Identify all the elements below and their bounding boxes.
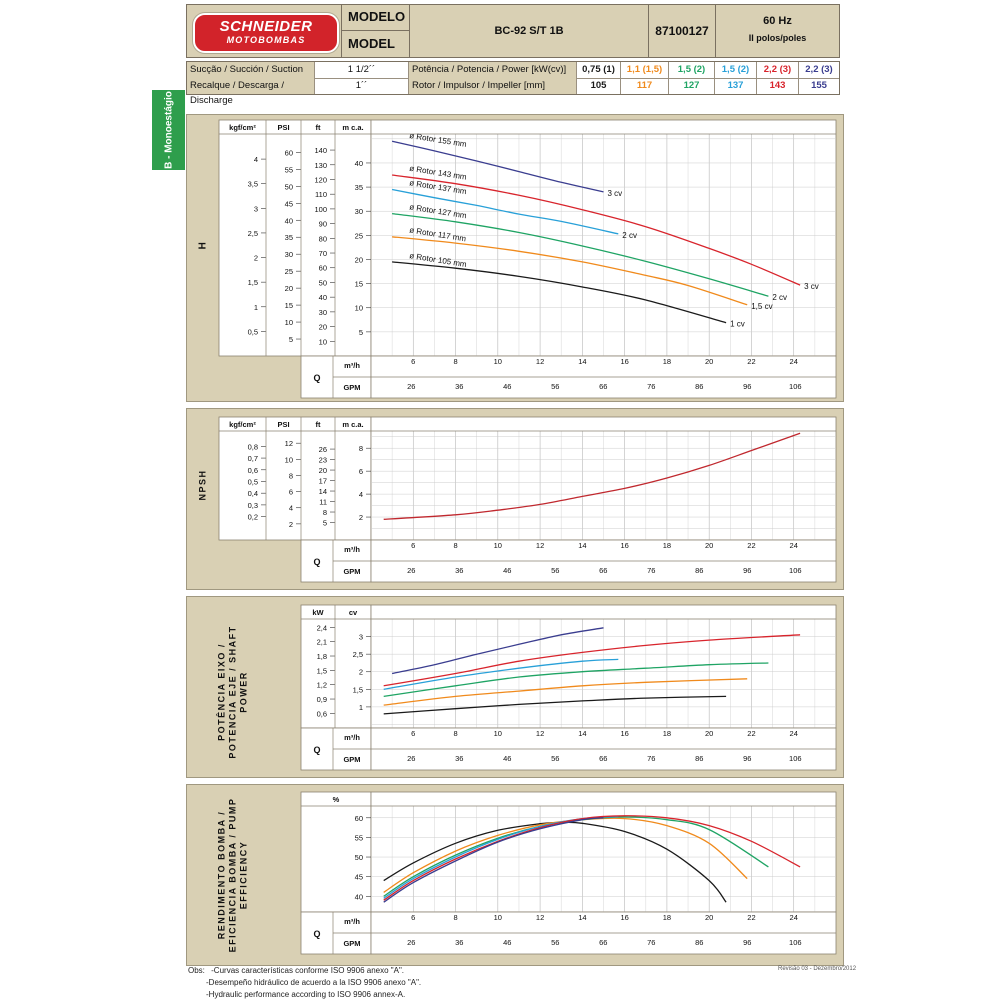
power-tick-label: 2,1 — [316, 637, 327, 647]
npsh-tick-label: 17 — [318, 476, 327, 486]
power-gpm-tick: 96 — [743, 754, 752, 763]
h-tick-label: 25 — [284, 267, 293, 277]
npsh-gpm-tick: 36 — [455, 566, 464, 575]
impeller-label: Rotor / Impulsor / Impeller [mm] — [409, 78, 577, 94]
npsh-tick-label: 0,4 — [247, 489, 258, 499]
obs-label: Obs: — [188, 966, 205, 975]
eff-gpm-tick: 106 — [789, 938, 802, 947]
h-tick-label: 130 — [314, 160, 327, 170]
h-scale-area — [219, 120, 371, 356]
npsh-tick-label: 0,2 — [247, 512, 258, 522]
note-1: -Curvas características conforme ISO 9906 anexo "A". — [211, 966, 405, 975]
power-143: 2,2 (3) — [757, 62, 799, 78]
power-tick-label: 2 — [358, 667, 363, 677]
npsh-tick-label: 8 — [358, 444, 363, 454]
npsh-tick-label: 6 — [358, 467, 363, 477]
brand-main: SCHNEIDER — [219, 18, 313, 35]
eff-gpm-label: GPM — [343, 939, 361, 948]
npsh-m3h-tick: 10 — [493, 541, 502, 550]
impeller-127: 127 — [669, 78, 715, 94]
npsh-col-header: ft — [315, 420, 321, 429]
power-tick-label: 1,2 — [316, 680, 327, 690]
npsh-tick-label: 8 — [288, 471, 293, 481]
npsh-tick-label: 5 — [322, 518, 327, 528]
h-tick-label: 35 — [354, 183, 363, 193]
npsh-m3h-tick: 20 — [705, 541, 714, 550]
h-tick-label: 40 — [284, 216, 293, 226]
h-series-name: ø Rotor 117 mm — [408, 225, 467, 244]
eff-gpm-tick: 56 — [551, 938, 560, 947]
npsh-tick-label: 10 — [284, 455, 293, 465]
npsh-gpm-tick: 96 — [743, 566, 752, 575]
h-tick-label: 1 — [253, 302, 258, 312]
h-m3h-tick: 6 — [411, 357, 416, 366]
power-117: 1,1 (1,5) — [621, 62, 669, 78]
eff-m3h-label: m³/h — [344, 917, 360, 926]
npsh-tick-label: 0,5 — [247, 477, 258, 487]
npsh-m3h-tick: 12 — [535, 541, 545, 550]
h-tick-label: 60 — [318, 263, 327, 273]
npsh-tick-label: 4 — [288, 503, 293, 513]
npsh-col-header: m c.a. — [342, 420, 364, 429]
power-m3h-tick: 18 — [662, 729, 672, 738]
eff-q-letter: Q — [313, 929, 321, 939]
npsh-scale-area — [219, 417, 371, 540]
h-tick-label: 10 — [354, 303, 363, 313]
h-tick-label: 50 — [318, 278, 327, 288]
eff-gpm-tick: 36 — [455, 938, 464, 947]
h-series-name: ø Rotor 105 mm — [408, 251, 468, 270]
h-m3h-tick: 12 — [535, 357, 545, 366]
npsh-m3h-label: m³/h — [344, 545, 360, 554]
impeller-105: 105 — [577, 78, 621, 94]
power-axis-title: POTÊNCIA EIXO / POTENCIA EJE / SHAFT POWER — [216, 625, 249, 759]
npsh-tick-label: 0,7 — [247, 454, 258, 464]
frequency: 60 Hz — [763, 15, 792, 27]
h-series-end-label: 2 cv — [772, 293, 788, 303]
power-m3h-label: m³/h — [344, 733, 360, 742]
eff-m3h-tick: 16 — [620, 913, 629, 922]
suction-value: 1 1/2´´ — [315, 62, 409, 78]
eff-gpm-tick: 86 — [695, 938, 704, 947]
power-label: Potência / Potencia / Power [kW(cv)] — [409, 62, 577, 78]
h-tick-label: 15 — [284, 301, 293, 311]
power-gpm-tick: 106 — [789, 754, 802, 763]
power-127: 1,5 (2) — [669, 62, 715, 78]
power-m3h-tick: 24 — [789, 729, 798, 738]
npsh-m3h-tick: 6 — [411, 541, 416, 550]
h-tick-label: 1,5 — [247, 278, 258, 288]
eff-m3h-tick: 18 — [662, 913, 672, 922]
power-tick-label: 1 — [358, 702, 363, 712]
npsh-m3h-tick: 22 — [747, 541, 756, 550]
npsh-tick-label: 14 — [318, 487, 327, 497]
power-gpm-tick: 86 — [695, 754, 704, 763]
h-gpm-tick: 96 — [743, 382, 752, 391]
brand-sub: MOTOBOMBAS — [226, 35, 306, 45]
eff-m3h-tick: 14 — [578, 913, 587, 922]
h-gpm-tick: 56 — [551, 382, 560, 391]
power-col-header: kW — [312, 608, 324, 617]
power-tick-label: 0,6 — [316, 709, 327, 719]
h-m3h-tick: 16 — [620, 357, 629, 366]
model-label: MODEL — [342, 31, 410, 57]
h-series-end-label: 1 cv — [730, 319, 745, 329]
power-gpm-label: GPM — [343, 755, 361, 764]
h-m3h-tick: 20 — [705, 357, 714, 366]
npsh-tick-label: 11 — [319, 497, 327, 507]
h-tick-label: 2 — [253, 253, 258, 263]
h-tick-label: 5 — [288, 335, 293, 345]
discharge-value: 1´´ — [315, 78, 409, 94]
h-axis-title: H — [197, 240, 209, 250]
npsh-m3h-tick: 24 — [789, 541, 798, 550]
h-tick-label: 20 — [284, 284, 293, 294]
eff-tick-label: 50 — [354, 853, 363, 863]
npsh-tick-label: 12 — [284, 439, 293, 449]
h-series-name: ø Rotor 137 mm — [408, 178, 468, 197]
h-tick-label: 100 — [314, 204, 327, 214]
npsh-gpm-label: GPM — [343, 567, 361, 576]
eff-m3h-tick: 12 — [535, 913, 545, 922]
h-tick-label: 35 — [284, 233, 293, 243]
impeller-117: 117 — [621, 78, 669, 94]
power-col-header: cv — [348, 608, 358, 617]
note-2: -Desempeño hidráulico de acuerdo a la ISO 9906 anexo "A". — [206, 978, 422, 987]
h-tick-label: 30 — [284, 250, 293, 260]
npsh-col-header: PSI — [277, 420, 290, 429]
npsh-gpm-tick: 46 — [503, 566, 512, 575]
power-gpm-tick: 56 — [551, 754, 560, 763]
h-m3h-label: m³/h — [344, 361, 360, 370]
h-tick-label: 80 — [318, 234, 327, 244]
power-gpm-tick: 76 — [647, 754, 656, 763]
h-tick-label: 55 — [284, 165, 293, 175]
eff-gpm-tick: 46 — [503, 938, 512, 947]
h-gpm-tick: 46 — [503, 382, 512, 391]
power-tick-label: 2,5 — [352, 650, 363, 660]
eff-m3h-tick: 20 — [705, 913, 714, 922]
h-gpm-tick: 26 — [407, 382, 416, 391]
npsh-col-header: kgf/cm² — [229, 420, 256, 429]
eff-gpm-tick: 26 — [407, 938, 416, 947]
npsh-tick-label: 23 — [318, 455, 327, 465]
power-tick-label: 3 — [358, 632, 363, 642]
h-series-end-label: 2 cv — [622, 230, 637, 240]
h-tick-label: 60 — [284, 148, 293, 158]
h-tick-label: 50 — [284, 182, 293, 192]
eff-gpm-tick: 76 — [647, 938, 656, 947]
eff-m3h-tick: 6 — [411, 913, 416, 922]
eff-m3h-tick: 22 — [747, 913, 756, 922]
h-tick-label: 140 — [314, 146, 327, 156]
h-tick-label: 70 — [318, 249, 327, 259]
h-m3h-tick: 24 — [789, 357, 798, 366]
npsh-tick-label: 0,3 — [247, 500, 258, 510]
model-value: BC-92 S/T 1B — [410, 5, 649, 57]
suction-label: Sucção / Succión / Suction — [187, 62, 315, 78]
power-gpm-tick: 46 — [503, 754, 512, 763]
modelo-label: MODELO — [342, 5, 410, 31]
footer-obs — [188, 966, 404, 975]
power-tick-label: 1,5 — [352, 685, 363, 695]
h-col-header: PSI — [277, 123, 290, 132]
h-tick-label: 30 — [354, 207, 363, 217]
h-m3h-tick: 10 — [493, 357, 502, 366]
h-tick-label: 30 — [318, 307, 327, 317]
eff-m3h-tick: 8 — [453, 913, 458, 922]
h-tick-label: 45 — [284, 199, 293, 209]
h-tick-label: 5 — [358, 327, 363, 337]
eff-col-header: % — [332, 795, 340, 804]
npsh-gpm-tick: 106 — [789, 566, 802, 575]
h-m3h-tick: 18 — [662, 357, 672, 366]
impeller-137: 137 — [715, 78, 757, 94]
h-tick-label: 10 — [318, 337, 327, 347]
npsh-axis-title: NPSH — [197, 469, 208, 501]
h-tick-label: 10 — [284, 318, 293, 328]
eff-tick-label: 55 — [354, 833, 363, 843]
power-m3h-tick: 16 — [620, 729, 629, 738]
power-tick-label: 2,4 — [316, 623, 327, 633]
impeller-143: 143 — [757, 78, 799, 94]
h-tick-label: 2,5 — [247, 228, 258, 238]
power-gpm-tick: 26 — [407, 754, 416, 763]
h-series-end-label: 3 cv — [607, 188, 623, 198]
section-tab-label: B - Monoestágio — [163, 91, 174, 169]
power-tick-label: 1,5 — [316, 666, 327, 676]
h-tick-label: 15 — [354, 279, 363, 289]
poles: II polos/poles — [748, 33, 807, 43]
npsh-tick-label: 0,8 — [247, 442, 258, 452]
h-series-end-label: 1,5 cv — [751, 301, 773, 311]
npsh-gpm-tick: 56 — [551, 566, 560, 575]
power-155: 2,2 (3) — [805, 64, 833, 75]
h-tick-label: 3,5 — [247, 179, 258, 189]
h-col-header: kgf/cm² — [229, 123, 256, 132]
h-m3h-tick: 8 — [453, 357, 458, 366]
npsh-gpm-tick: 86 — [695, 566, 704, 575]
h-series-end-label: 3 cv — [804, 282, 819, 292]
eff-tick-label: 40 — [354, 892, 363, 902]
h-col-header: ft — [315, 123, 321, 132]
power-tick-label: 0,9 — [316, 695, 327, 705]
h-tick-label: 110 — [315, 190, 327, 200]
eff-m3h-tick: 10 — [493, 913, 502, 922]
h-tick-label: 40 — [318, 293, 327, 303]
h-series-name: ø Rotor 143 mm — [408, 163, 468, 182]
power-m3h-tick: 8 — [453, 729, 458, 738]
power-m3h-tick: 10 — [493, 729, 502, 738]
npsh-tick-label: 2 — [358, 513, 363, 523]
power-gpm-tick: 36 — [455, 754, 464, 763]
h-gpm-tick: 106 — [789, 382, 802, 391]
h-tick-label: 3 — [253, 204, 258, 214]
npsh-tick-label: 8 — [322, 508, 327, 518]
npsh-tick-label: 20 — [318, 466, 327, 476]
power-m3h-tick: 22 — [747, 729, 756, 738]
h-tick-label: 120 — [314, 175, 327, 185]
h-tick-label: 20 — [318, 322, 327, 332]
npsh-gpm-tick: 66 — [599, 566, 608, 575]
npsh-gpm-tick: 26 — [407, 566, 416, 575]
h-series-name: ø Rotor 127 mm — [408, 202, 468, 221]
npsh-m3h-tick: 8 — [453, 541, 458, 550]
h-tick-label: 20 — [354, 255, 363, 265]
h-gpm-tick: 76 — [647, 382, 656, 391]
power-m3h-tick: 12 — [535, 729, 545, 738]
npsh-m3h-tick: 16 — [620, 541, 629, 550]
h-m3h-tick: 14 — [578, 357, 587, 366]
h-gpm-tick: 66 — [599, 382, 608, 391]
h-tick-label: 0,5 — [247, 327, 258, 337]
npsh-tick-label: 26 — [318, 445, 327, 455]
efficiency-axis-title: RENDIMENTO BOMBA / EFICIENCIA BOMBA / PUMP EFFICIENCY — [216, 797, 249, 953]
note-3: -Hydraulic performance according to ISO 9906 annex-A. — [206, 990, 406, 999]
power-m3h-tick: 14 — [578, 729, 587, 738]
revision: Revisão 03 - Dezembro/2012 — [778, 966, 857, 972]
impeller-155: 155 — [811, 80, 827, 91]
power-gpm-tick: 66 — [599, 754, 608, 763]
npsh-tick-label: 2 — [288, 519, 293, 529]
npsh-tick-label: 6 — [288, 487, 293, 497]
h-gpm-label: GPM — [343, 383, 361, 392]
h-series-name: ø Rotor 155 mm — [408, 130, 468, 149]
h-m3h-tick: 22 — [747, 357, 756, 366]
power-tick-label: 1,8 — [316, 652, 327, 662]
npsh-tick-label: 0,6 — [247, 465, 258, 475]
power-m3h-tick: 20 — [705, 729, 714, 738]
power-q-letter: Q — [313, 745, 321, 755]
h-gpm-tick: 86 — [695, 382, 704, 391]
npsh-tick-label: 4 — [358, 490, 363, 500]
eff-tick-label: 45 — [354, 872, 363, 882]
npsh-m3h-tick: 18 — [662, 541, 672, 550]
npsh-q-letter: Q — [313, 557, 321, 567]
npsh-m3h-tick: 14 — [578, 541, 587, 550]
power-m3h-tick: 6 — [411, 729, 416, 738]
discharge-label: Recalque / Descarga / Discharge — [187, 78, 315, 94]
h-q-letter: Q — [313, 373, 321, 383]
h-tick-label: 90 — [318, 219, 327, 229]
h-tick-label: 4 — [253, 155, 258, 165]
eff-gpm-tick: 66 — [599, 938, 608, 947]
eff-m3h-tick: 24 — [789, 913, 798, 922]
eff-gpm-tick: 96 — [743, 938, 752, 947]
h-gpm-tick: 36 — [455, 382, 464, 391]
npsh-gpm-tick: 76 — [647, 566, 656, 575]
model-code: 87100127 — [649, 5, 716, 57]
eff-tick-label: 60 — [354, 813, 363, 823]
power-105: 0,75 (1) — [577, 62, 621, 78]
h-tick-label: 25 — [354, 231, 363, 241]
h-col-header: m c.a. — [342, 123, 364, 132]
h-tick-label: 40 — [354, 158, 363, 168]
power-137: 1,5 (2) — [715, 62, 757, 78]
